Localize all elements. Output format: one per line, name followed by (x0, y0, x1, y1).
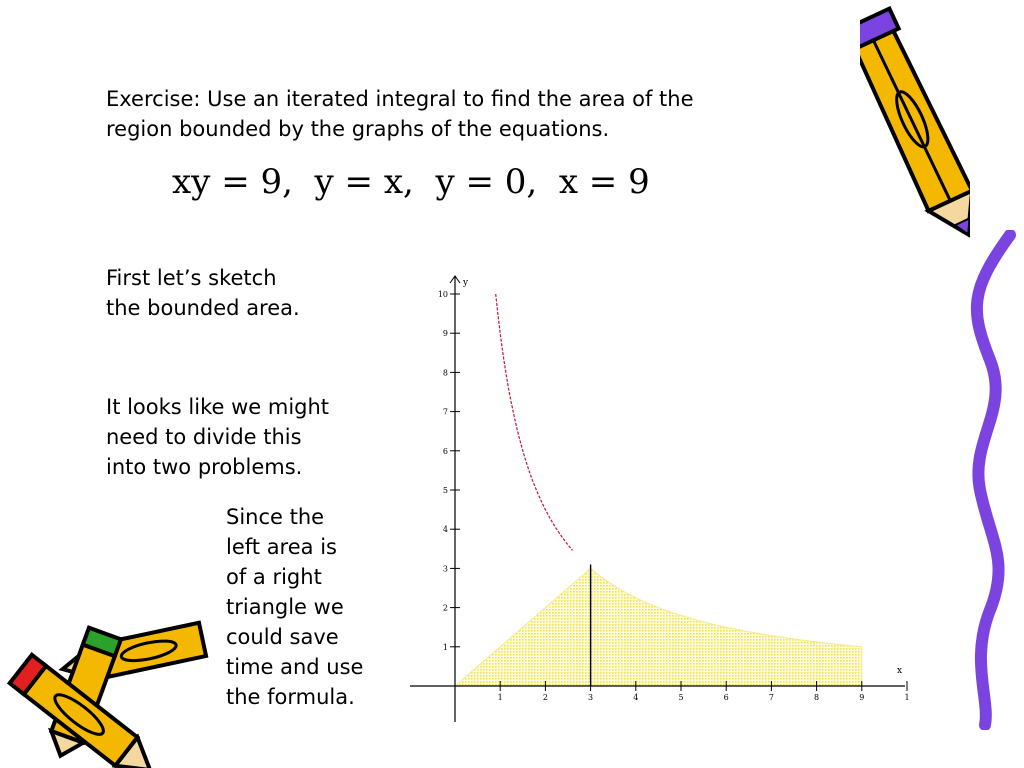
x-tick-label: 7 (768, 693, 774, 702)
triangle-note-line: Since the (226, 505, 325, 529)
x-tick-label: 3 (588, 693, 594, 702)
x-tick-label: 1 (497, 693, 503, 702)
x-tick-label: 6 (723, 693, 729, 702)
y-tick-label: 1 (442, 642, 448, 652)
triangle-note-line: left area is (226, 535, 337, 559)
y-tick-label: 5 (442, 486, 448, 495)
hyperbola-curve (496, 294, 573, 550)
triangle-note-line: could save (226, 625, 339, 649)
y-tick-label: 9 (442, 329, 448, 339)
sketch-note-line: First let’s sketch (106, 266, 277, 290)
heading-line-2: region bounded by the graphs of the equations. (106, 117, 610, 141)
y-tick-label: 3 (442, 564, 448, 574)
equation-list: xy = 9, y = x, y = 0, x = 9 (172, 162, 650, 202)
y-axis-label: y (463, 278, 469, 288)
x-tick-label: 5 (678, 693, 684, 702)
divide-note-line: into two problems. (106, 455, 303, 479)
triangle-note-line: triangle we (226, 595, 344, 619)
x-axis-label: x (897, 666, 903, 676)
x-tick-label: 1 (904, 693, 910, 702)
shaded-region (455, 568, 862, 686)
triangle-note-line: time and use (226, 655, 364, 679)
y-tick-label: 10 (437, 290, 448, 299)
y-tick-label: 2 (442, 603, 448, 613)
triangle-note-line: of a right (226, 565, 322, 589)
y-tick-label: 6 (442, 446, 448, 456)
y-tick-label: 8 (442, 368, 448, 378)
sketch-note-line: the bounded area. (106, 296, 300, 320)
x-tick-label: 8 (814, 693, 820, 702)
wavy-line-decoration (960, 230, 1024, 730)
triangle-note-line: the formula. (226, 685, 355, 709)
x-tick-label: 9 (859, 693, 865, 702)
divide-note-line: need to divide this (106, 425, 302, 449)
y-tick-label: 7 (442, 407, 448, 417)
divide-note-line: It looks like we might (106, 395, 330, 419)
x-tick-label: 2 (542, 693, 548, 702)
y-tick-label: 4 (442, 525, 448, 535)
heading-line-1: Exercise: Use an iterated integral to find the area of the (106, 87, 694, 111)
x-tick-label: 4 (633, 693, 639, 702)
pencils-icon (0, 610, 220, 768)
pencil-icon (860, 0, 970, 245)
